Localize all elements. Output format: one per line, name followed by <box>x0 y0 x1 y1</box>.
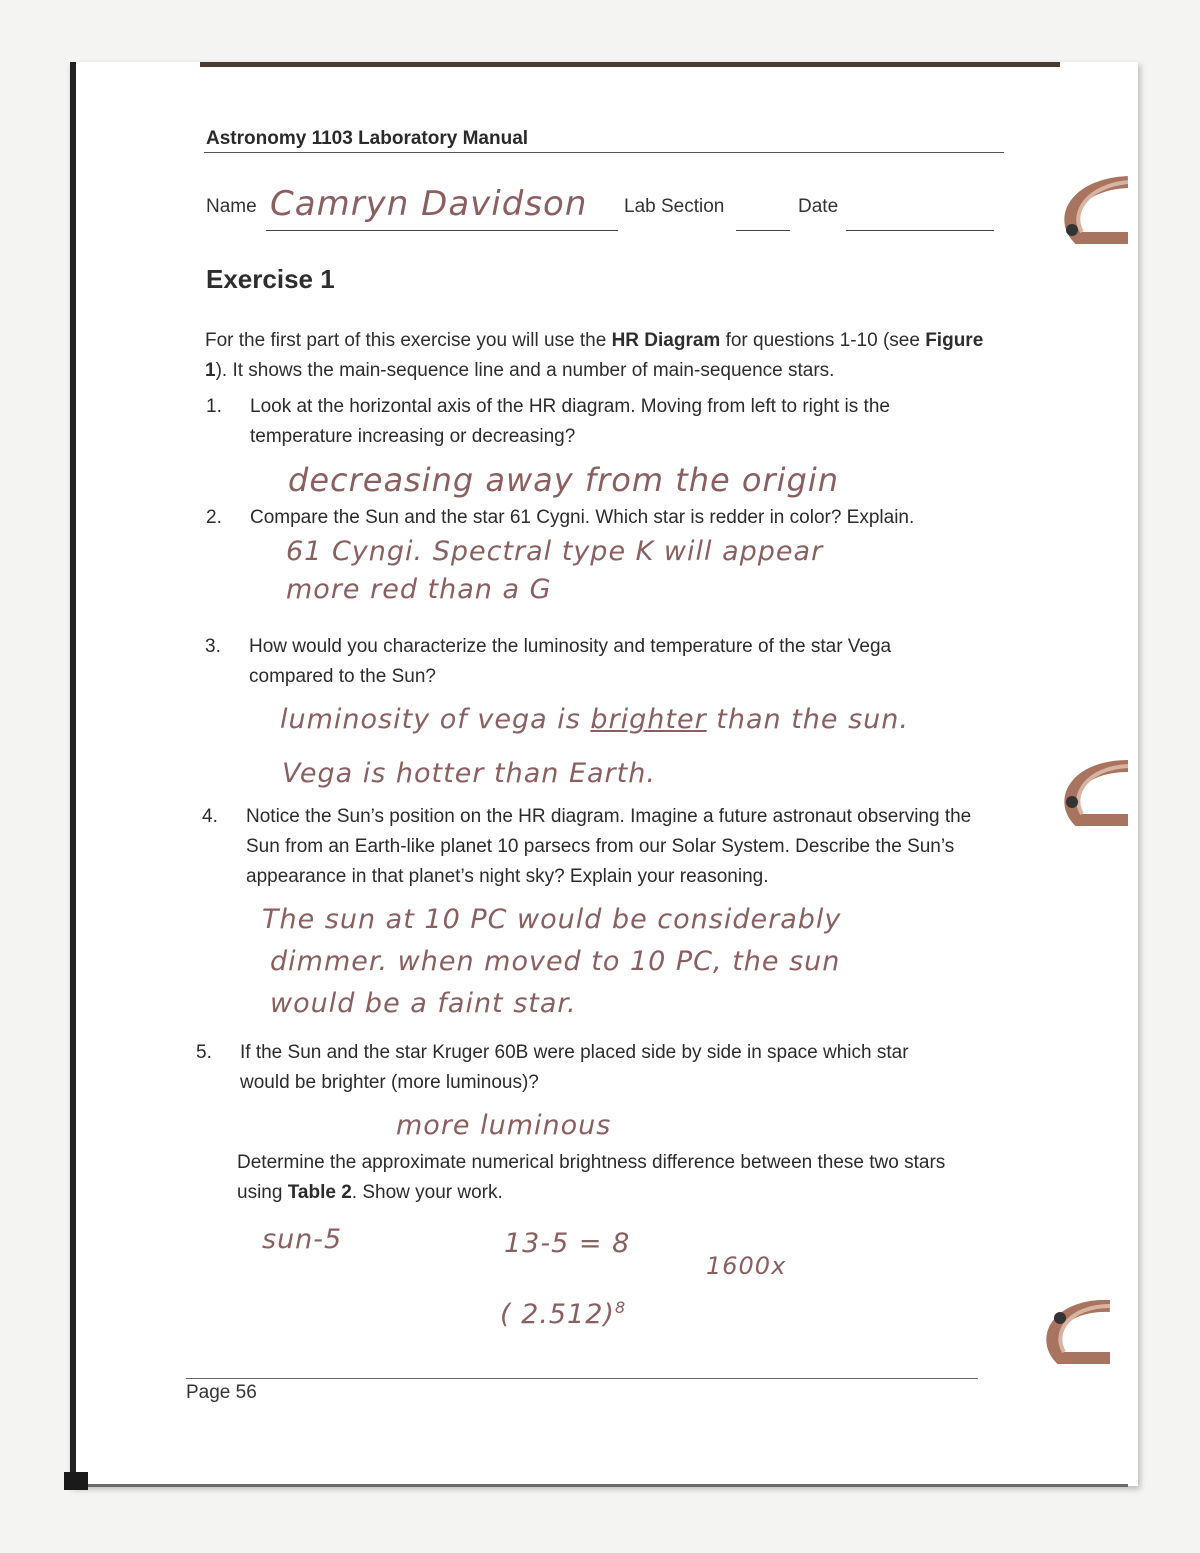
work-result: 1600x <box>706 1252 787 1280</box>
name-label: Name <box>206 196 257 217</box>
question-4 <box>202 802 986 892</box>
question-text: Compare the Sun and the star 61 Cygni. Which star is redder in color? Explain. <box>250 507 915 528</box>
question-3 <box>205 632 949 692</box>
date-line <box>846 230 994 231</box>
question-text: Notice the Sun’s position on the HR diagram. Imagine a future astronaut observing the Sun from an Earth-like planet 10 parsecs from our Solar System. Describe the Sun’s appearance in that planet’s night sky? Explain your reasoning. <box>246 806 972 887</box>
student-info-row <box>206 184 1006 236</box>
binder-ring-icon <box>1048 176 1128 244</box>
question-number: 3. <box>205 636 221 657</box>
exercise-title: Exercise 1 <box>206 264 335 294</box>
name-line <box>266 230 618 231</box>
binder-ring-icon <box>1030 1296 1110 1364</box>
question-number: 4. <box>202 806 218 827</box>
underlined-word: brighter <box>590 704 707 735</box>
header-rule <box>204 152 1004 153</box>
answer-3-line-2: Vega is hotter than Earth. <box>282 758 656 789</box>
page-bottom-edge <box>88 1484 1128 1487</box>
date-label: Date <box>798 196 839 217</box>
corner-mark <box>64 1472 88 1490</box>
question-5 <box>196 1038 960 1098</box>
question-2 <box>206 503 980 533</box>
question-5-followup: Determine the approximate numerical brightness difference between these two stars using Table 2. Show your work. <box>237 1152 946 1203</box>
question-text: How would you characterize the luminosity and temperature of the star Vega compared to the Sun? <box>249 636 892 687</box>
answer-2-line-2: more red than a G <box>286 574 552 605</box>
name-handwritten: Camryn Davidson <box>270 184 588 224</box>
binder-ring-icon <box>1048 758 1128 826</box>
work-sun-magnitude: sun-5 <box>262 1224 343 1255</box>
question-text: Look at the horizontal axis of the HR diagram. Moving from left to right is the temperature increasing or decreasing? <box>250 396 890 447</box>
page-top-edge <box>200 62 1060 67</box>
exercise-intro: For the first part of this exercise you will use the HR Diagram for questions 1-10 (see Figure 1). It shows the main-sequence line and a number of main-sequence stars. <box>205 330 984 381</box>
question-number: 2. <box>206 507 222 528</box>
answer-1-line-1: decreasing away from the origin <box>288 461 840 499</box>
answer-3-line-1: luminosity of vega is brighter than the sun. <box>280 704 909 735</box>
page-number: Page 56 <box>186 1382 257 1403</box>
question-number: 1. <box>206 396 222 417</box>
question-number: 5. <box>196 1042 212 1063</box>
answer-5: more luminous <box>396 1110 612 1141</box>
lab-section-line <box>736 230 790 231</box>
answer-2-line-1: 61 Cyngi. Spectral type K will appear <box>286 536 824 567</box>
answer-4-line-1: The sun at 10 PC would be considerably <box>262 904 842 935</box>
question-text: If the Sun and the star Kruger 60B were placed side by side in space which star would be brighter (more luminous)? <box>240 1042 909 1093</box>
work-ratio: ( 2.512)$^8$ <box>500 1298 627 1330</box>
question-1 <box>206 392 950 452</box>
lab-section-label: Lab Section <box>624 196 725 217</box>
answer-4-line-3: would be a faint star. <box>270 988 577 1019</box>
answer-4-line-2: dimmer. when moved to 10 PC, the sun <box>270 946 841 977</box>
footer-rule <box>186 1378 978 1379</box>
work-subtraction: 13-5 = 8 <box>504 1228 631 1259</box>
manual-title: Astronomy 1103 Laboratory Manual <box>206 128 529 149</box>
